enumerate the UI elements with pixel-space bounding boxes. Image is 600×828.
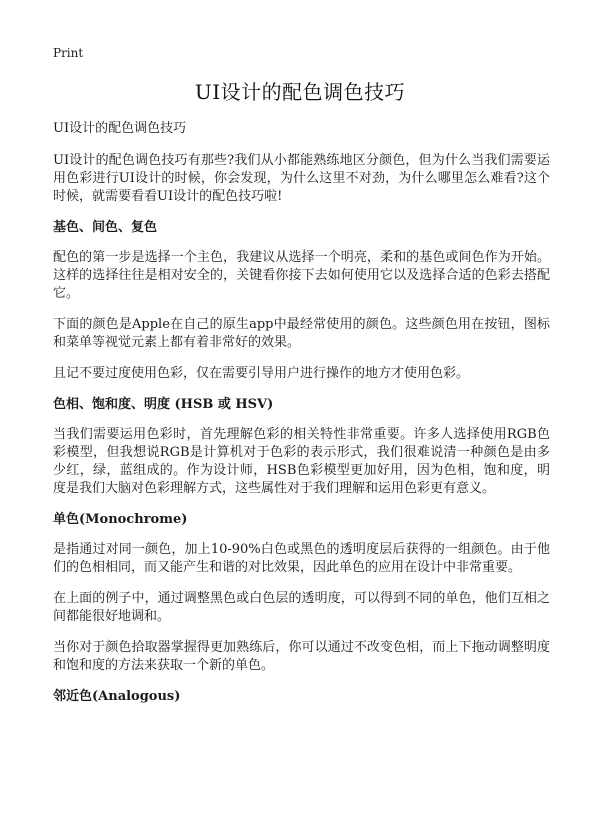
paragraph: 当你对于颜色拾取器掌握得更加熟练后，你可以通过不改变色相，而上下拖动调整明度和饱和度的方法来获取一个新的单色。	[53, 640, 550, 673]
paragraph: 配色的第一步是选择一个主色，我建议从选择一个明亮，柔和的基色或间色作为开始。这样的选择往往是相对安全的，关键看你接下去如何使用它以及选择合适的色彩去搭配它。	[53, 250, 550, 301]
paragraph: 下面的颜色是Apple在自己的原生app中最经常使用的颜色。这些颜色用在按钮，图标和菜单等视觉元素上都有着非常好的效果。	[53, 317, 550, 350]
paragraph: 且记不要过度使用色彩，仅在需要引导用户进行操作的地方才使用色彩。	[53, 366, 470, 381]
article-body	[53, 120, 550, 718]
article-subtitle: UI设计的配色调色技巧	[53, 121, 187, 136]
section-heading-base-colors: 基色、间色、复色	[53, 220, 158, 235]
paragraph: 是指通过对同一颜色，加上10-90%白色或黑色的透明度层后获得的一组颜色。由于他们的色相相同，而又能产生和谐的对比效果，因此单色的应用在设计中非常重要。	[53, 542, 550, 575]
print-link[interactable]: Print	[53, 46, 84, 60]
section-heading-monochrome: 单色(Monochrome)	[53, 512, 188, 527]
intro-paragraph: UI设计的配色调色技巧有那些?我们从小都能熟练地区分颜色，但为什么当我们需要运用色彩进行UI设计的时候，你会发现，为什么这里不对劲，为什么哪里怎么难看?这个时候，就需要看看UI设计的配色技巧啦!	[53, 153, 550, 204]
section-heading-analogous: 邻近色(Analogous)	[53, 689, 181, 704]
section-heading-hsb: 色相、饱和度、明度 (HSB 或 HSV)	[53, 397, 274, 412]
paragraph: 当我们需要运用色彩时，首先理解色彩的相关特性非常重要。许多人选择使用RGB色彩模型，但我想说RGB是计算机对于色彩的表示形式，我们很难说清一种颜色是由多少红，绿，蓝组成的。作为设计师，HSB色彩模型更加好用，因为色相，饱和度，明度是我们大脑对色彩理解方式，这些属性对于我们理解和运用色彩更有意义。	[53, 427, 550, 496]
page-title: UI设计的配色调色技巧	[194, 80, 406, 104]
paragraph: 在上面的例子中，通过调整黑色或白色层的透明度，可以得到不同的单色，他们互相之间都能很好地调和。	[53, 591, 550, 624]
